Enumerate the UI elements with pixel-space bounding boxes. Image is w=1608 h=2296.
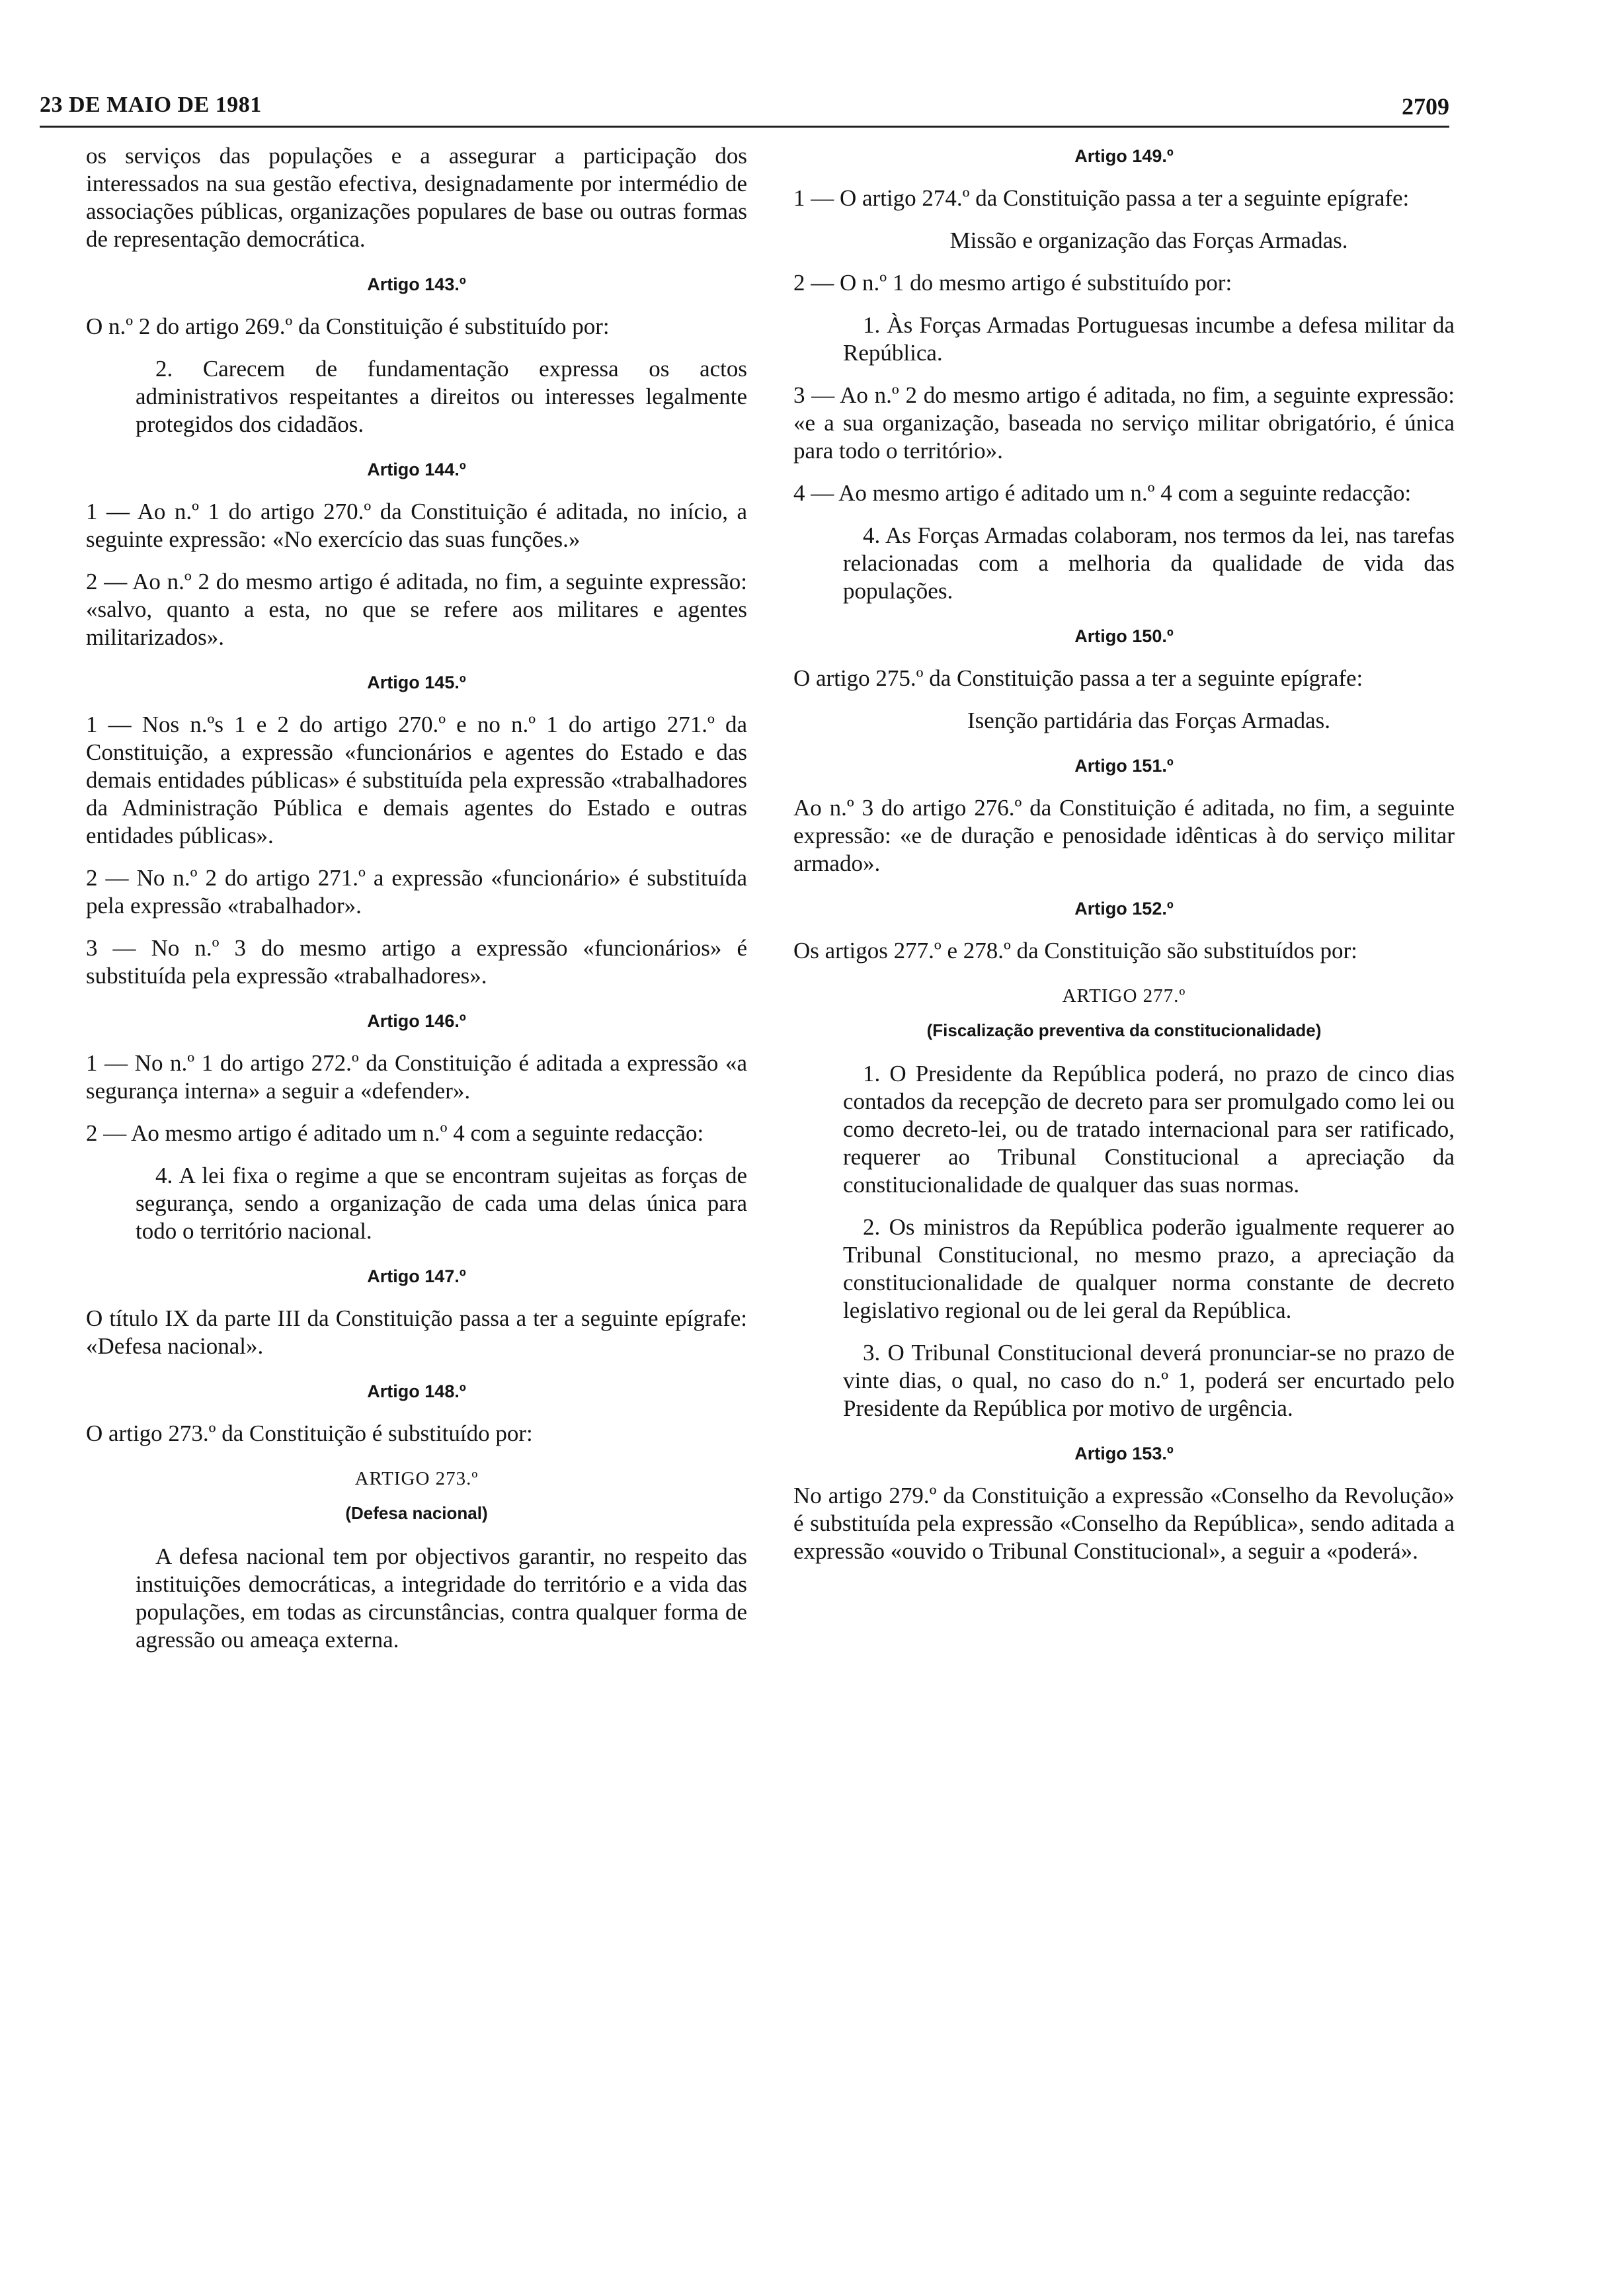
article-152-heading: Artigo 152.º — [1074, 899, 1174, 919]
article-145-heading: Artigo 145.º — [367, 673, 466, 692]
article-277-quote-3: 3. O Tribunal Constitucional deverá pronunciar-se no prazo de vinte dias, o qual, no caso do n.º 1, poderá ser encurtado pelo Presidente da República por motivo de urgência. — [843, 1340, 1455, 1421]
article-151-paragraph: Ao n.º 3 do artigo 276.º da Constituição é aditada, no fim, a seguinte expressão: «e de duração e penosidade idênticas à do serviço militar armado». — [793, 795, 1455, 876]
article-146-paragraph-1: 1 — No n.º 1 do artigo 272.º da Constituição é aditada a expressão «a segurança interna» a seguir a «defender». — [86, 1050, 747, 1104]
article-144-heading: Artigo 144.º — [367, 460, 466, 479]
article-143-paragraph: O n.º 2 do artigo 269.º da Constituição é substituído por: — [86, 313, 610, 339]
article-146-heading: Artigo 146.º — [367, 1011, 466, 1031]
article-277-title: (Fiscalização preventiva da constitucionalidade) — [926, 1020, 1322, 1040]
article-149-paragraph-4: 4 — Ao mesmo artigo é aditado um n.º 4 com a seguinte redacção: — [793, 480, 1412, 506]
article-273-quote: A defesa nacional tem por objectivos garantir, no respeito das instituições democráticas, a integridade do território e a vida das populações, em todas as circunstâncias, contra qualquer forma de agressão ou ameaça externa. — [136, 1543, 747, 1653]
article-144-paragraph-2: 2 — Ao n.º 2 do mesmo artigo é aditada, no fim, a seguinte expressão: «salvo, quanto a esta, no que se refere aos militares e agentes militarizados». — [86, 569, 747, 650]
article-144-paragraph-1: 1 — Ao n.º 1 do artigo 270.º da Constituição é aditada, no início, a seguinte expressão: «No exercício das suas funções.» — [86, 499, 747, 552]
page-number: 2709 — [1402, 93, 1449, 120]
article-149-paragraph-3: 3 — Ao n.º 2 do mesmo artigo é aditada, no fim, a seguinte expressão: «e a sua organização, baseada no serviço militar obrigatório, é única para todo o território». — [793, 382, 1455, 464]
article-277-quote-2: 2. Os ministros da República poderão igualmente requerer ao Tribunal Constitucional, no mesmo prazo, a apreciação da constitucionalidade de qualquer norma constante de decreto legislativo regional ou de lei geral da República. — [843, 1214, 1455, 1323]
article-277-subheading: ARTIGO 277.º — [1062, 985, 1186, 1006]
right-column — [793, 142, 1455, 1580]
article-143-heading: Artigo 143.º — [367, 274, 466, 294]
article-146-paragraph-2: 2 — Ao mesmo artigo é aditado um n.º 4 com a seguinte redacção: — [86, 1120, 704, 1146]
article-151-heading: Artigo 151.º — [1074, 756, 1174, 776]
article-153-paragraph: No artigo 279.º da Constituição a expressão «Conselho da Revolução» é substituída pela expressão «Conselho da República», sendo aditada a expressão «ouvido o Tribunal Constitucional», a seguir a «poderá». — [793, 1483, 1455, 1564]
article-152-paragraph: Os artigos 277.º e 278.º da Constituição são substituídos por: — [793, 938, 1357, 964]
article-273-title: (Defesa nacional) — [345, 1503, 488, 1523]
article-147-paragraph: O título IX da parte III da Constituição passa a ter a seguinte epígrafe: «Defesa nacional». — [86, 1305, 747, 1359]
article-149-paragraph-2: 2 — O n.º 1 do mesmo artigo é substituído por: — [793, 270, 1232, 296]
article-146-quote: 4. A lei fixa o regime a que se encontram sujeitas as forças de segurança, sendo a organização de cada uma delas única para todo o território nacional. — [136, 1163, 747, 1244]
article-145-paragraph-3: 3 — No n.º 3 do mesmo artigo a expressão «funcionários» é substituída pela expressão «trabalhadores». — [86, 935, 747, 989]
article-149-quote-1: Missão e organização das Forças Armadas. — [949, 227, 1348, 253]
intro-paragraph: os serviços das populações e a assegurar a participação dos interessados na sua gestão efectiva, designadamente por intermédio de associações públicas, organizações populares de base ou outras formas de representação democrática. — [86, 143, 747, 252]
article-149-heading: Artigo 149.º — [1074, 146, 1174, 166]
article-150-paragraph: O artigo 275.º da Constituição passa a ter a seguinte epígrafe: — [793, 665, 1363, 691]
article-150-quote: Isenção partidária das Forças Armadas. — [967, 708, 1331, 733]
article-273-subheading: ARTIGO 273.º — [354, 1468, 479, 1489]
article-147-heading: Artigo 147.º — [367, 1266, 466, 1286]
header-date: 23 DE MAIO DE 1981 — [40, 93, 262, 117]
article-149-quote-2: 1. Às Forças Armadas Portuguesas incumbe a defesa militar da República. — [843, 312, 1455, 366]
article-143-quote: 2. Carecem de fundamentação expressa os actos administrativos respeitantes a direitos ou interesses legalmente protegidos dos cidadãos. — [136, 356, 747, 437]
article-149-quote-3: 4. As Forças Armadas colaboram, nos termos da lei, nas tarefas relacionadas com a melhoria da qualidade de vida das populações. — [843, 522, 1455, 604]
header-rule — [40, 126, 1449, 128]
article-150-heading: Artigo 150.º — [1074, 626, 1174, 646]
article-149-paragraph-1: 1 — O artigo 274.º da Constituição passa a ter a seguinte epígrafe: — [793, 185, 1410, 211]
article-153-heading: Artigo 153.º — [1074, 1444, 1174, 1463]
article-145-paragraph-2: 2 — No n.º 2 do artigo 271.º a expressão «funcionário» é substituída pela expressão «trabalhador». — [86, 865, 747, 919]
article-277-quote-1: 1. O Presidente da República poderá, no prazo de cinco dias contados da recepção de decreto para ser promulgado como lei ou como decreto-lei, ou de tratado internacional para ser ratificado, requerer ao Tribunal Constitucional a apreciação da constitucionalidade de qualquer das suas normas. — [843, 1061, 1455, 1198]
article-148-heading: Artigo 148.º — [367, 1381, 466, 1401]
left-column — [86, 142, 747, 1668]
article-148-paragraph: O artigo 273.º da Constituição é substituído por: — [86, 1420, 533, 1446]
article-145-paragraph-1: 1 — Nos n.ºs 1 e 2 do artigo 270.º e no n.º 1 do artigo 271.º da Constituição, a expressão «funcionários e agentes do Estado e das demais entidades públicas» é substituída pela expressão «trabalhadores da Administração Pública e demais agentes do Estado e outras entidades públicas». — [86, 712, 747, 848]
